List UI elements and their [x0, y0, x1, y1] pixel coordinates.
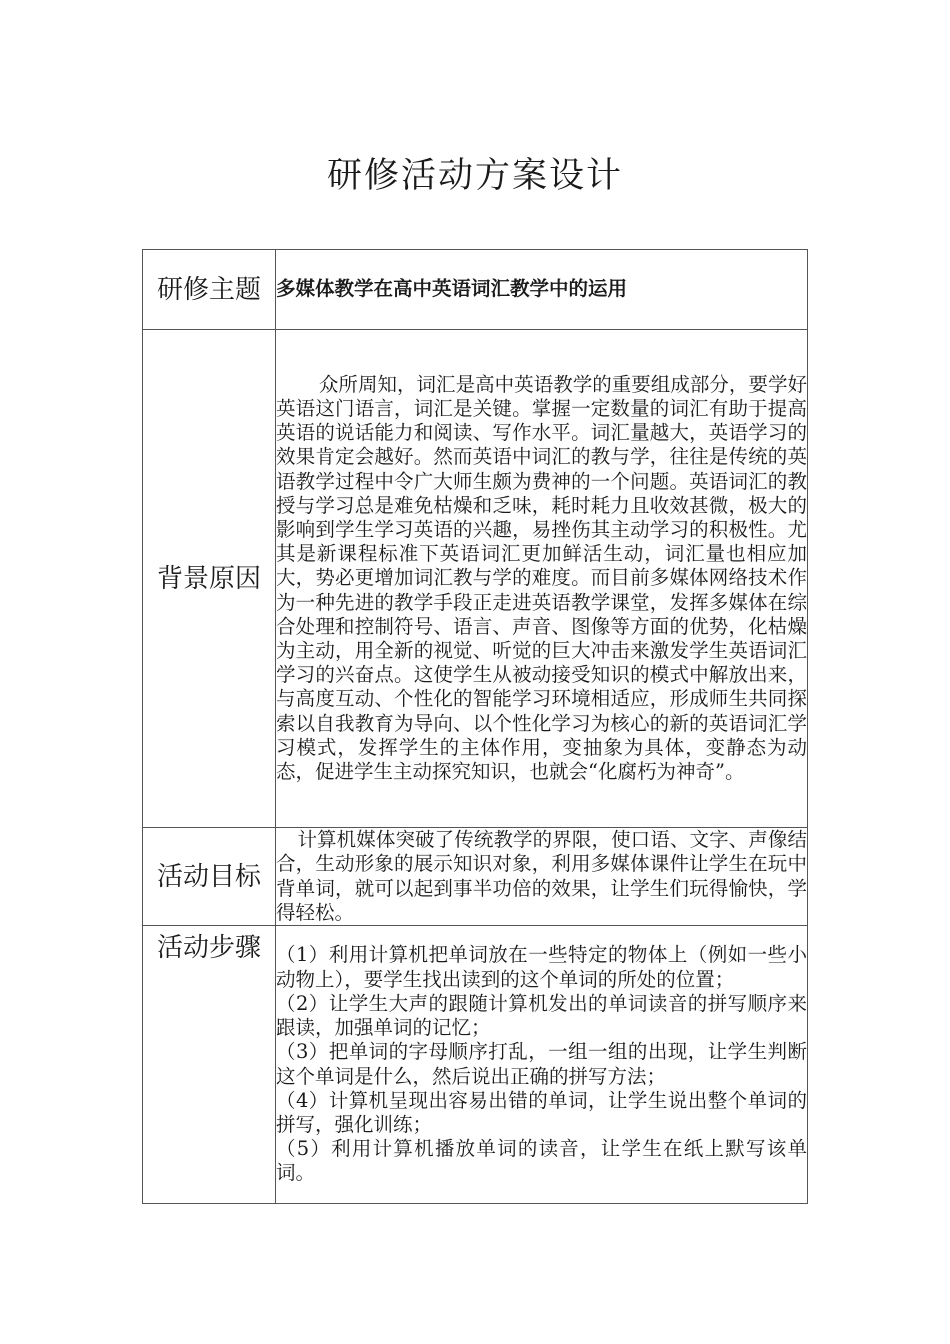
table-row-topic [143, 250, 808, 330]
goal-label: 活动目标 [143, 828, 276, 926]
table-row-goal [143, 828, 808, 926]
topic-content: 多媒体教学在高中英语词汇教学中的运用 [276, 250, 808, 330]
step-item-1: （1）利用计算机把单词放在一些特定的物体上（例如一些小动物上），要学生找出读到的这个单词的所处的位置； [276, 943, 807, 991]
step-item-4: （4）计算机呈现出容易出错的单词，让学生说出整个单词的拼写，强化训练； [276, 1088, 807, 1136]
background-label: 背景原因 [143, 330, 276, 828]
plan-table [142, 249, 808, 1204]
steps-label: 活动步骤 [143, 926, 276, 1204]
table-row-background [143, 330, 808, 828]
goal-content: 计算机媒体突破了传统教学的界限，使口语、文字、声像结合，生动形象的展示知识对象，利用多媒体课件让学生在玩中背单词，就可以起到事半功倍的效果，让学生们玩得愉快，学得轻松。 [276, 828, 807, 924]
document-title: 研修活动方案设计 [326, 156, 623, 196]
step-item-2: （2）让学生大声的跟随计算机发出的单词读音的拼写顺序来跟读，加强单词的记忆； [276, 991, 807, 1040]
table-row-steps [143, 926, 808, 1204]
step-item-5: （5）利用计算机播放单词的读音，让学生在纸上默写该单词。 [276, 1137, 807, 1185]
topic-label: 研修主题 [143, 250, 276, 330]
steps-content [276, 926, 808, 1204]
step-item-3: （3）把单词的字母顺序打乱，一组一组的出现，让学生判断这个单词是什么，然后说出正确的拼写方法； [276, 1040, 807, 1088]
background-content: 众所周知，词汇是高中英语教学的重要组成部分，要学好英语这门语言，词汇是关键。掌握一定数量的词汇有助于提高英语的说话能力和阅读、写作水平。词汇量越大，英语学习的效果肯定会越好。然而英语中词汇的教与学，往往是传统的英语教学过程中令广大师生颇为费神的一个问题。英语词汇的教授与学习总是难免枯燥和乏味，耗时耗力且收效甚微，极大的影响到学生学习英语的兴趣，易挫伤其主动学习的积极性。尤其是新课程标准下英语词汇更加鲜活生动，词汇量也相应加大，势必更增加词汇教与学的难度。而目前多媒体网络技术作为一种先进的教学手段正走进英语教学课堂，发挥多媒体在综合处理和控制符号、语言、声音、图像等方面的优势，化枯燥为主动，用全新的视觉、听觉的巨大冲击来激发学生英语词汇学习的兴奋点。这使学生从被动接受知识的模式中解放出来，与高度互动、个性化的智能学习环境相适应，形成师生共同探索以自我教育为导向、以个性化学习为核心的新的英语词汇学习模式，发挥学生的主体作用，变抽象为具体，变静态为动态，促进学生主动探究知识，也就会“化腐朽为神奇”。 [276, 330, 808, 828]
